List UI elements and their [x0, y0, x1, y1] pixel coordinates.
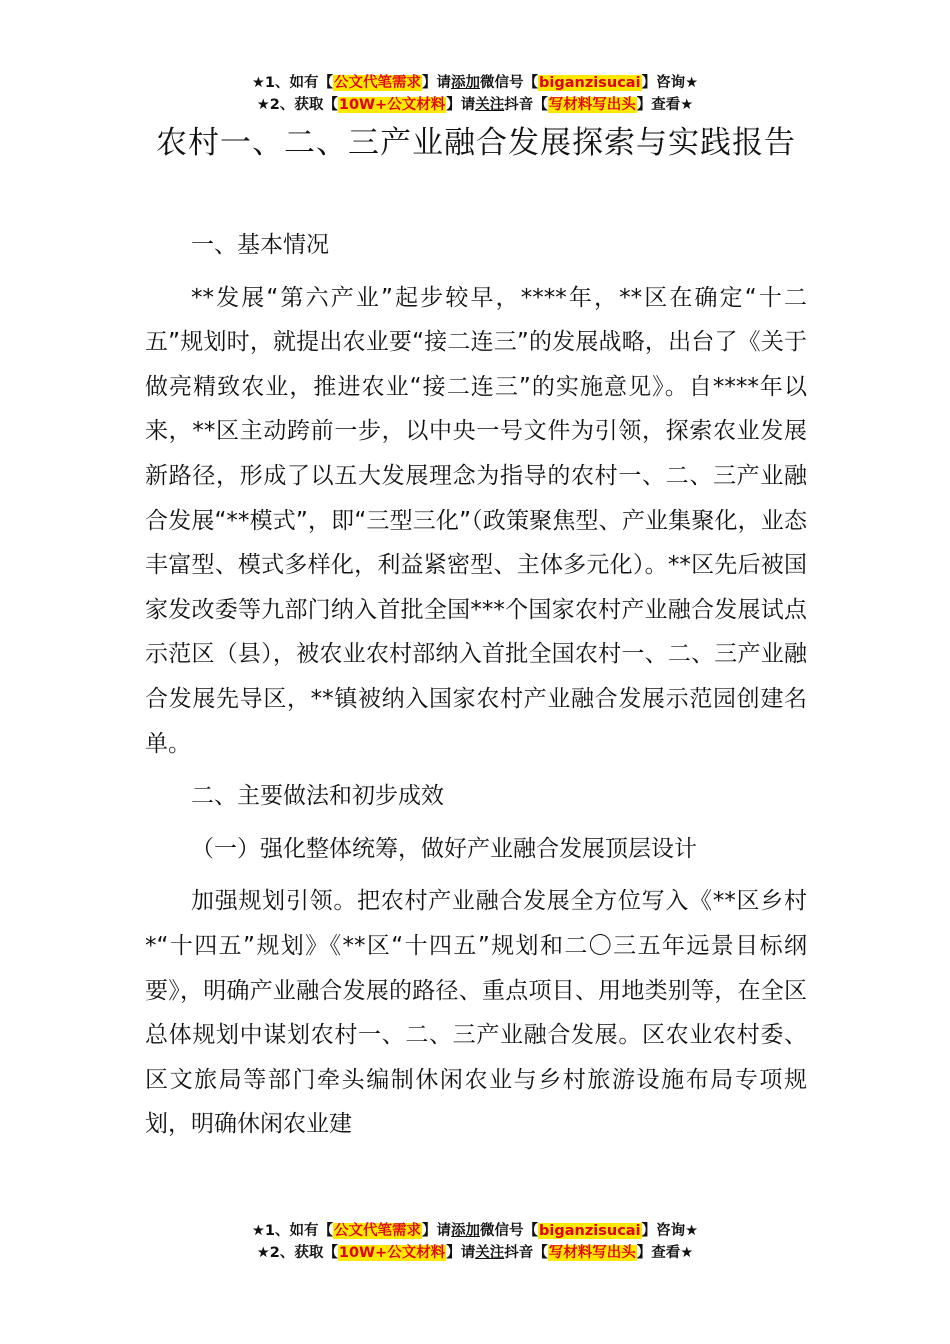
- section-heading-1: 一、基本情况: [191, 232, 329, 258]
- banner-line-1: [0, 72, 950, 94]
- banner-text: 微信号【: [480, 75, 539, 91]
- banner-text: 】咨询★: [641, 1223, 699, 1239]
- subsection-heading-1: （一）强化整体统筹，做好产业融合发展顶层设计: [191, 835, 697, 862]
- highlight-text: 10W+公文材料: [338, 97, 446, 113]
- paragraph-planning: 加强规划引领。把农村产业融合发展全方位写入《**区乡村*“十四五”规划》《**区“十四五”规划和二〇三五年远景目标纲要》，明确产业融合发展的路径、重点项目、用地类别等，在全区总体规划中谋划农村一、二、三产业融合发展。区农业农村委、区文旅局等部门牵头编制休闲农业与乡村旅游设施布局专项规划，明确休闲农业建: [145, 888, 807, 1138]
- banner-line-1: [0, 1220, 950, 1242]
- highlight-text: 公文代笔需求: [334, 1223, 422, 1239]
- paragraph-basic-situation: **发展“第六产业”起步较早，****年，**区在确定“十二五”规划时，就提出农业要“接二连三”的发展战略，出台了《关于做亮精致农业，推进农业“接二连三”的实施意见》。自****年以来，**区主动跨前一步，以中央一号文件为引领，探索农业发展新路径，形成了以五大发展理念为指导的农村一、二、三产业融合发展“**模式”，即“三型三化”（政策聚焦型、产业集聚化，业态丰富型、模式多样化，利益紧密型、主体多元化）。**区先后被国家发改委等九部门纳入首批全国***个国家农村产业融合发展试点示范区（县），被农业农村部纳入首批全国农村一、二、三产业融合发展先导区，**镇被纳入国家农村产业融合发展示范园创建名单。: [145, 284, 807, 757]
- document-title: 农村一、二、三产业融合发展探索与实践报告: [156, 125, 796, 161]
- section-heading-2: 二、主要做法和初步成效: [191, 783, 444, 810]
- banner-text: 】咨询★: [641, 75, 699, 91]
- underlined-text: 添加: [451, 75, 481, 91]
- wechat-id: biganzisucai: [539, 1223, 641, 1239]
- banner-line-2: [0, 94, 950, 116]
- banner-text: 】请: [446, 97, 476, 113]
- banner-text: ★2、获取【: [256, 1245, 338, 1261]
- banner-text: 】请: [422, 75, 452, 91]
- banner-line-2: [0, 1242, 950, 1264]
- underlined-text: 关注: [475, 1245, 505, 1261]
- underlined-text: 添加: [451, 1223, 481, 1239]
- banner-text: 】请: [422, 1223, 452, 1239]
- banner-text: ★1、如有【: [251, 1223, 334, 1239]
- douyin-account: 写材料写出头: [548, 97, 636, 113]
- banner-text: 微信号【: [480, 1223, 539, 1239]
- banner-text: ★1、如有【: [251, 75, 334, 91]
- banner-text: 】查看★: [636, 1245, 694, 1261]
- highlight-text: 10W+公文材料: [338, 1245, 446, 1261]
- header-banner: [0, 72, 950, 116]
- banner-text: 抖音【: [504, 1245, 548, 1261]
- banner-text: ★2、获取【: [256, 97, 338, 113]
- douyin-account: 写材料写出头: [548, 1245, 636, 1261]
- footer-banner: [0, 1220, 950, 1264]
- highlight-text: 公文代笔需求: [334, 75, 422, 91]
- wechat-id: biganzisucai: [539, 75, 641, 91]
- banner-text: 】查看★: [636, 97, 694, 113]
- document-body: [145, 223, 807, 1155]
- banner-text: 】请: [446, 1245, 476, 1261]
- underlined-text: 关注: [475, 97, 505, 113]
- banner-text: 抖音【: [504, 97, 548, 113]
